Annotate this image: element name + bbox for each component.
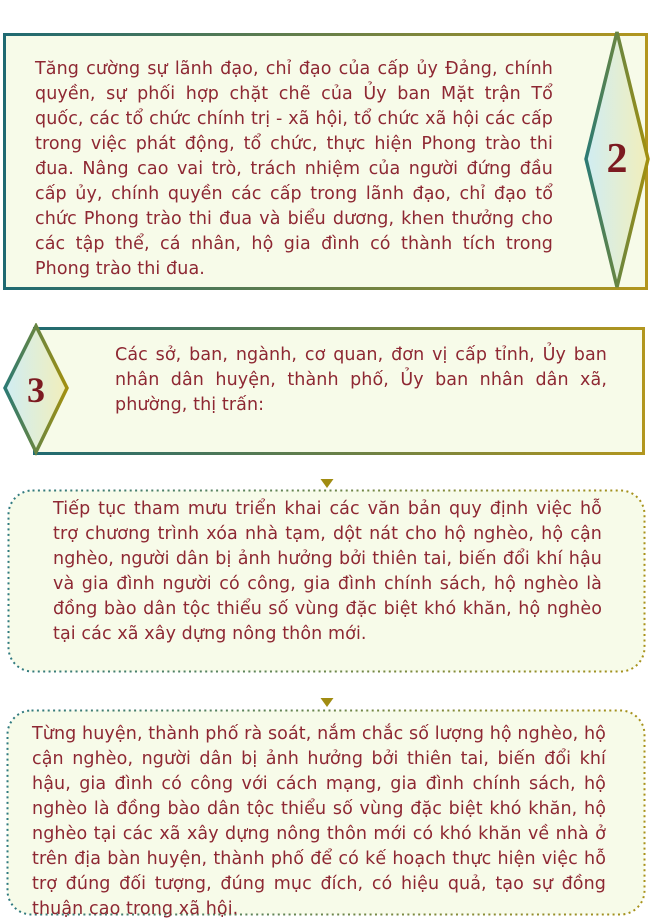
down-arrow-icon [317, 671, 337, 709]
step-3-number: 3 [27, 370, 45, 410]
detail-box-2-text: Từng huyện, thành phố rà soát, nắm chắc số lượng hộ nghèo, hộ cận nghèo, người dân bị ảnh hưởng bởi thiên tai, biến đổi khí hậu, gia đình có công với cách mạng, gia đình chính sách, hộ nghèo là đồng bào dân tộc thiểu số vùng đặc biệt khó khăn, hộ nghèo tại các xã xây dựng nông thôn mới có khó khăn về nhà ở trên địa bàn huyện, thành phố để có kế hoạch thực hiện việc hỗ trợ đúng đối tượng, đúng mục đích, có hiệu quả, tạo sự đồng thuận cao trong xã hội. [32, 724, 606, 919]
down-arrow-icon [317, 454, 337, 490]
detail-box-1-text: Tiếp tục tham mưu triển khai các văn bản quy định việc hỗ trợ chương trình xóa nhà tạm, dột nát cho hộ nghèo, hộ cận nghèo, người dân bị ảnh hưởng bởi thiên tai, biến đổi khí hậu và gia đình người có công, gia đình chính sách, hộ nghèo là đồng bào dân tộc thiểu số vùng đặc biệt khó khăn, hộ nghèo tại các xã xây dựng nông thôn mới. [53, 499, 602, 644]
step-2-number: 2 [606, 136, 628, 182]
step-3-text: Các sở, ban, ngành, cơ quan, đơn vị cấp tỉnh, Ủy ban nhân dân huyện, thành phố, Ủy ban nhân dân xã, phường, thị trấn: [115, 345, 607, 415]
step-2-text: Tăng cường sự lãnh đạo, chỉ đạo của cấp ủy Đảng, chính quyền, sự phối hợp chặt chẽ của Ủy ban Mặt trận Tổ quốc, các tổ chức chính trị - xã hội, tổ chức xã hội các cấp trong việc phát động, tổ chức, thực hiện Phong trào thi đua. Nâng cao vai trò, trách nhiệm của người đứng đầu cấp ủy, chính quyền các cấp trong lãnh đạo, chỉ đạo tổ chức Phong trào thi đua và biểu dương, khen thưởng cho các tập thể, cá nhân, hộ gia đình có thành tích trong Phong trào thi đua. [35, 59, 553, 279]
